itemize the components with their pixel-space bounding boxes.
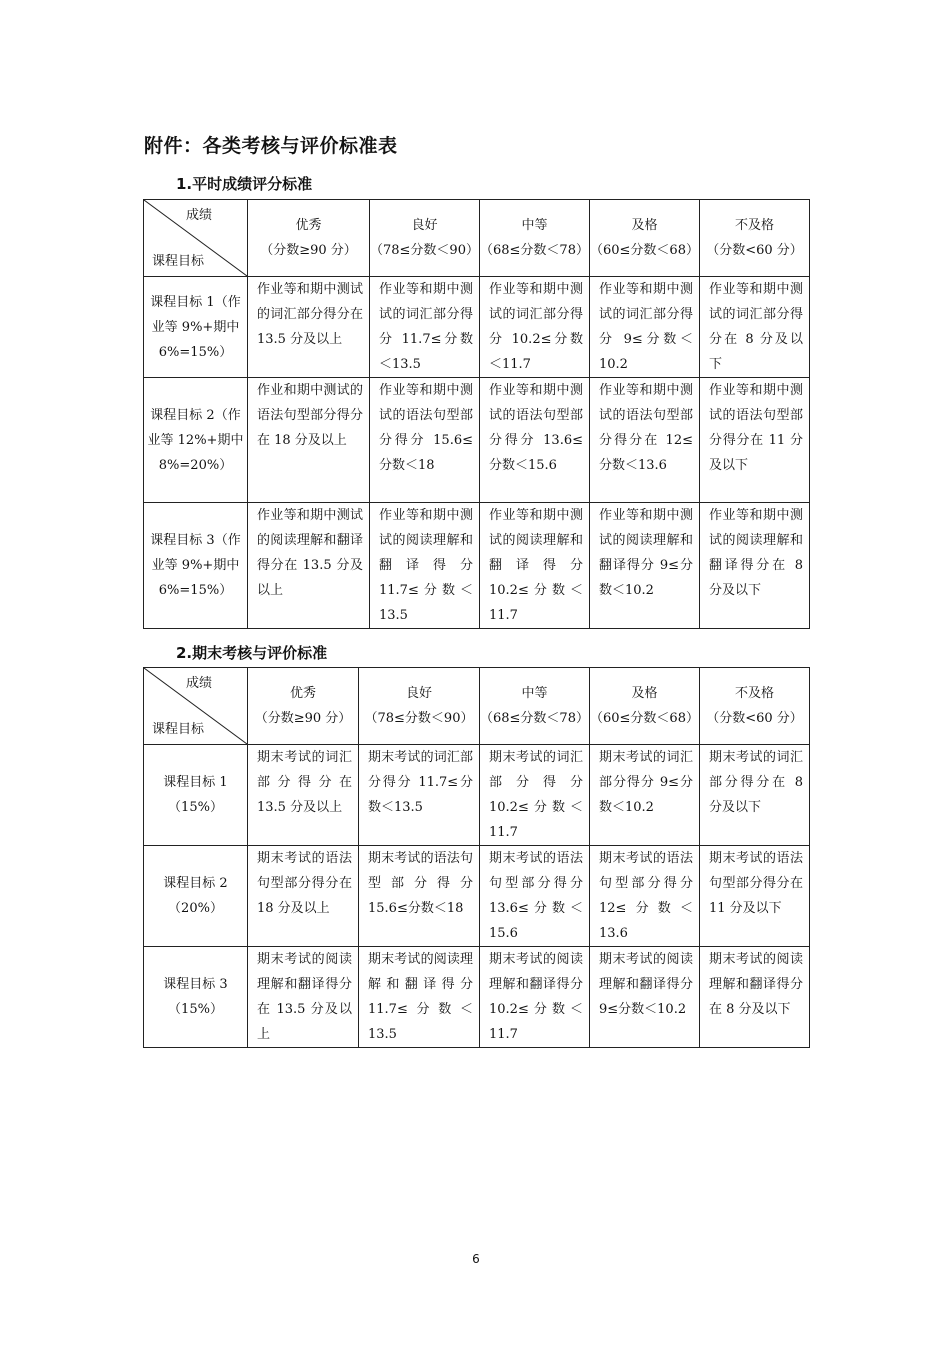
course-goal-cell: 课程目标 1（15%） <box>144 745 248 846</box>
criteria-cell: 期末考试的语法句型部分得分在 18 分及以上 <box>248 846 359 947</box>
column-header-pass <box>590 668 700 745</box>
table-row <box>144 503 810 629</box>
page-number: 6 <box>472 1252 480 1266</box>
column-name: 及格 <box>631 686 658 701</box>
column-header-average <box>480 668 590 745</box>
corner-bottom-label: 课程目标 <box>152 254 205 269</box>
column-range: （分数<60 分） <box>706 243 803 258</box>
table-row <box>144 745 810 846</box>
criteria-cell: 作业等和期中测试的阅读理解和翻译得分 11.7≤分数＜13.5 <box>370 503 480 629</box>
criteria-cell: 作业等和期中测试的词汇部分得分在 13.5 分及以上 <box>248 277 370 378</box>
criteria-cell: 作业等和期中测试的词汇部分得分 11.7≤分数＜13.5 <box>370 277 480 378</box>
column-range: （分数<60 分） <box>706 711 803 726</box>
criteria-cell: 作业等和期中测试的阅读理解和翻译得分 9≤分数＜10.2 <box>590 503 700 629</box>
column-header-average <box>480 200 590 277</box>
course-goal-cell: 课程目标 3（作业等 9%+期中 6%=15%） <box>144 503 248 629</box>
criteria-cell: 期末考试的阅读理解和翻译得分在 13.5 分及以上 <box>248 947 359 1048</box>
column-range: （68≤分数＜78） <box>480 243 589 258</box>
criteria-cell: 期末考试的阅读理解和翻译得分在 8 分及以下 <box>700 947 810 1048</box>
criteria-cell: 期末考试的语法句型部分得分 12≤分数＜13.6 <box>590 846 700 947</box>
column-name: 良好 <box>405 686 432 701</box>
course-goal-cell: 课程目标 3（15%） <box>144 947 248 1048</box>
course-goal-cell: 课程目标 2（20%） <box>144 846 248 947</box>
table-row <box>144 277 810 378</box>
column-header-fail <box>700 200 810 277</box>
corner-top-label: 成绩 <box>186 208 213 223</box>
criteria-cell: 作业等和期中测试的语法句型部分得分 15.6≤分数＜18 <box>370 378 480 503</box>
criteria-cell: 作业等和期中测试的阅读理解和翻译得分 10.2≤分数＜11.7 <box>480 503 590 629</box>
column-header-pass <box>590 200 700 277</box>
criteria-cell: 作业等和期中测试的阅读理解和翻译得分在 8 分及以下 <box>700 503 810 629</box>
corner-bottom-label: 课程目标 <box>152 722 205 737</box>
section-heading-regular-grade: 1.平时成绩评分标准 <box>176 175 313 193</box>
regular-grade-table <box>143 199 810 629</box>
table-row <box>144 378 810 503</box>
column-header-good <box>359 668 480 745</box>
column-name: 不及格 <box>734 218 774 233</box>
criteria-cell: 期末考试的阅读理解和翻译得分 11.7≤分数＜13.5 <box>359 947 480 1048</box>
criteria-cell: 期末考试的词汇部分得分 11.7≤分数＜13.5 <box>359 745 480 846</box>
corner-header-cell <box>144 200 248 277</box>
table-row <box>144 846 810 947</box>
column-header-fail <box>700 668 810 745</box>
criteria-cell: 作业等和期中测试的词汇部分得分在 8 分及以下 <box>700 277 810 378</box>
section-heading-final-exam: 2.期末考核与评价标准 <box>176 644 328 662</box>
criteria-cell: 期末考试的语法句型部分得分在 11 分及以下 <box>700 846 810 947</box>
column-name: 及格 <box>631 218 658 233</box>
corner-header-cell <box>144 668 248 745</box>
criteria-cell: 作业等和期中测试的语法句型部分得分 13.6≤分数＜15.6 <box>480 378 590 503</box>
table-header-row <box>144 668 810 745</box>
course-goal-cell: 课程目标 1（作业等 9%+期中 6%=15%） <box>144 277 248 378</box>
table-row <box>144 947 810 1048</box>
criteria-cell: 期末考试的阅读理解和翻译得分 10.2≤分数＜11.7 <box>480 947 590 1048</box>
criteria-cell: 期末考试的词汇部分得分 10.2≤分数＜11.7 <box>480 745 590 846</box>
column-name: 不及格 <box>734 686 774 701</box>
column-name: 优秀 <box>289 686 316 701</box>
criteria-cell: 期末考试的词汇部分得分在 8 分及以下 <box>700 745 810 846</box>
criteria-cell: 作业等和期中测试的阅读理解和翻译得分在 13.5 分及以上 <box>248 503 370 629</box>
column-header-good <box>370 200 480 277</box>
criteria-cell: 期末考试的语法句型部分得分 13.6≤分数＜15.6 <box>480 846 590 947</box>
column-range: （分数≥90 分） <box>254 711 352 726</box>
page-title: 附件：各类考核与评价标准表 <box>144 135 398 157</box>
column-range: （68≤分数＜78） <box>480 711 589 726</box>
criteria-cell: 期末考试的阅读理解和翻译得分 9≤分数＜10.2 <box>590 947 700 1048</box>
table-header-row <box>144 200 810 277</box>
column-name: 优秀 <box>295 218 322 233</box>
criteria-cell: 作业等和期中测试的词汇部分得分 9≤分数＜10.2 <box>590 277 700 378</box>
corner-top-label: 成绩 <box>186 676 213 691</box>
column-name: 良好 <box>411 218 438 233</box>
column-range: （60≤分数＜68） <box>590 711 699 726</box>
column-name: 中等 <box>521 218 548 233</box>
column-header-excellent <box>248 668 359 745</box>
column-range: （78≤分数＜90） <box>370 243 479 258</box>
final-exam-table <box>143 667 810 1048</box>
criteria-cell: 作业等和期中测试的语法句型部分得分在 12≤分数＜13.6 <box>590 378 700 503</box>
course-goal-cell: 课程目标 2（作业等 12%+期中 8%=20%） <box>144 378 248 503</box>
column-range: （60≤分数＜68） <box>590 243 699 258</box>
criteria-cell: 作业等和期中测试的词汇部分得分 10.2≤分数＜11.7 <box>480 277 590 378</box>
column-range: （78≤分数＜90） <box>364 711 474 726</box>
criteria-cell: 期末考试的词汇部分得分在 13.5 分及以上 <box>248 745 359 846</box>
criteria-cell: 作业等和期中测试的语法句型部分得分在 11 分及以下 <box>700 378 810 503</box>
criteria-cell: 期末考试的语法句型部分得分 15.6≤分数＜18 <box>359 846 480 947</box>
column-name: 中等 <box>521 686 548 701</box>
criteria-cell: 作业和期中测试的语法句型部分得分在 18 分及以上 <box>248 378 370 503</box>
criteria-cell: 期末考试的词汇部分得分 9≤分数＜10.2 <box>590 745 700 846</box>
column-header-excellent <box>248 200 370 277</box>
column-range: （分数≥90 分） <box>260 243 357 258</box>
